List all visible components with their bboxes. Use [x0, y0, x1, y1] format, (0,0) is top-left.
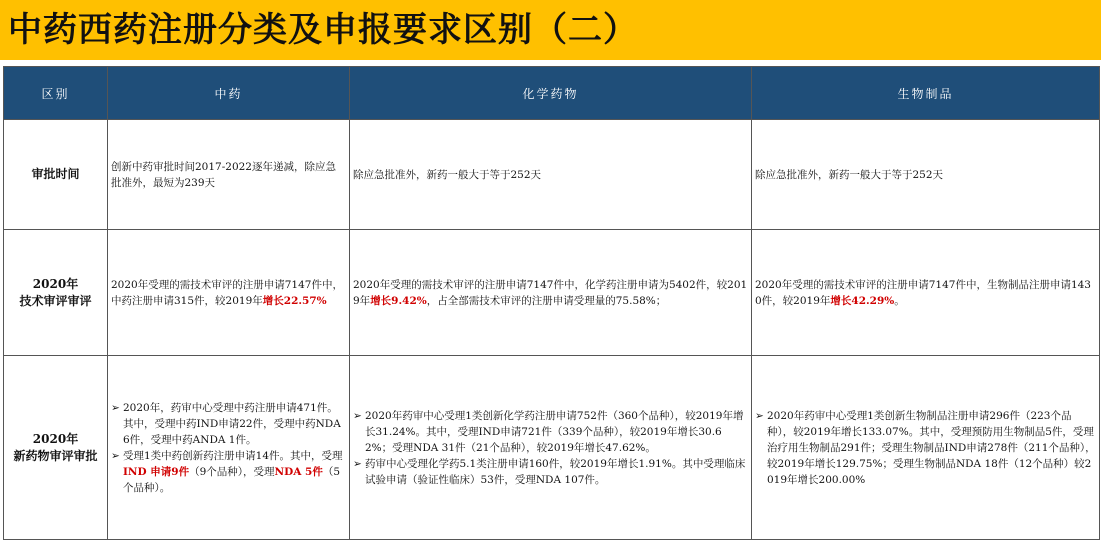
highlight-text: NDA 5件 — [274, 465, 323, 478]
col-header-chemical: 化学药物 — [350, 67, 752, 120]
cell-bio-new-drug-review — [752, 356, 1100, 540]
arrow-bullet-icon: ➢ — [353, 409, 362, 422]
cell-text: 药审中心受理化学药5.1类注册申请160件，较2019年增长1.91%。其中受理临床试验申请（验证性临床）53件，受理NDA 107件。 — [365, 457, 746, 486]
table-row — [4, 230, 1100, 356]
cell-tcm-technical-review — [108, 230, 350, 356]
cell-text: 2020年受理的需技术审评的注册申请7147件中，中药注册申请315件，较2019年 — [111, 278, 343, 307]
row-label-new-drug-review — [4, 356, 108, 540]
list-item — [111, 400, 346, 448]
cell-tcm-approval-time: 创新中药审批时间2017-2022逐年递减，除应急批准外，最短为239天 — [108, 120, 350, 230]
bullet-list — [755, 408, 1096, 488]
highlight-text: 增长42.29% — [830, 294, 895, 307]
col-header-tcm: 中药 — [108, 67, 350, 120]
cell-text: 。 — [894, 294, 905, 307]
arrow-bullet-icon: ➢ — [111, 449, 120, 462]
highlight-text: 增长22.57% — [262, 294, 327, 307]
row-label-line: 2020年 — [32, 276, 79, 291]
list-item — [353, 408, 748, 456]
row-label-line: 技术审评审评 — [19, 293, 92, 308]
cell-text: ，占全部需技术审评的注册申请受理量的75.58%； — [426, 294, 667, 307]
col-header-biologic: 生物制品 — [752, 67, 1100, 120]
arrow-bullet-icon: ➢ — [353, 457, 362, 470]
list-item — [111, 448, 346, 496]
highlight-text: 增长9.42% — [370, 294, 427, 307]
cell-text: （5个品种）。 — [123, 465, 341, 494]
row-label-line: 2020年 — [32, 431, 79, 446]
cell-bio-technical-review — [752, 230, 1100, 356]
bullet-list — [111, 400, 346, 496]
cell-text: 2020年受理的需技术审评的注册申请7147件中，化学药注册申请为5402件，较2019年 — [353, 278, 748, 307]
cell-chem-technical-review — [350, 230, 752, 356]
arrow-bullet-icon: ➢ — [111, 401, 120, 414]
list-item — [353, 456, 748, 488]
cell-text: 2020年受理的需技术审评的注册申请7147件中，生物制品注册申请1430件，较2019年 — [755, 278, 1091, 307]
row-label-line: 新药物审评审批 — [13, 448, 98, 463]
cell-tcm-new-drug-review — [108, 356, 350, 540]
cell-chem-approval-time: 除应急批准外，新药一般大于等于252天 — [350, 120, 752, 230]
cell-bio-approval-time: 除应急批准外，新药一般大于等于252天 — [752, 120, 1100, 230]
header-row — [4, 67, 1100, 120]
bullet-list — [353, 408, 748, 488]
cell-text: 2020年药审中心受理1类创新生物制品注册申请296件（223个品种），较2019年增长133.07%。其中，受理预防用生物制品5件，受理治疗用生物制品291件；受理生物制品IND申请278件（211个品种），较2019年增长129.75%；受理生物制品NDA 18件（12个品种）较2019年增长200.00% — [767, 409, 1096, 486]
highlight-text: IND 申请9件 — [123, 465, 190, 478]
col-header-difference: 区别 — [4, 67, 108, 120]
cell-text: 2020年，药审中心受理中药注册申请471件。其中，受理中药IND申请22件，受理中药NDA 6件，受理中药ANDA 1件。 — [123, 401, 341, 446]
cell-chem-new-drug-review — [350, 356, 752, 540]
cell-text: （9个品种），受理 — [189, 465, 275, 478]
table-row — [4, 356, 1100, 540]
row-label-approval-time: 审批时间 — [4, 120, 108, 230]
comparison-table — [3, 66, 1100, 540]
page-title: 中药西药注册分类及申报要求区别（二） — [8, 10, 638, 50]
row-label-technical-review — [4, 230, 108, 356]
title-bar — [0, 0, 1101, 60]
list-item — [755, 408, 1096, 488]
cell-text: 受理1类中药创新药注册申请14件。其中，受理 — [123, 449, 343, 462]
cell-text: 2020年药审中心受理1类创新化学药注册申请752件（360个品种），较2019年增长31.24%。其中，受理IND申请721件（339个品种），较2019年增长30.62%；受理NDA 31件（21个品种），较2019年增长47.62%。 — [365, 409, 744, 454]
arrow-bullet-icon: ➢ — [755, 409, 764, 422]
table-row — [4, 120, 1100, 230]
